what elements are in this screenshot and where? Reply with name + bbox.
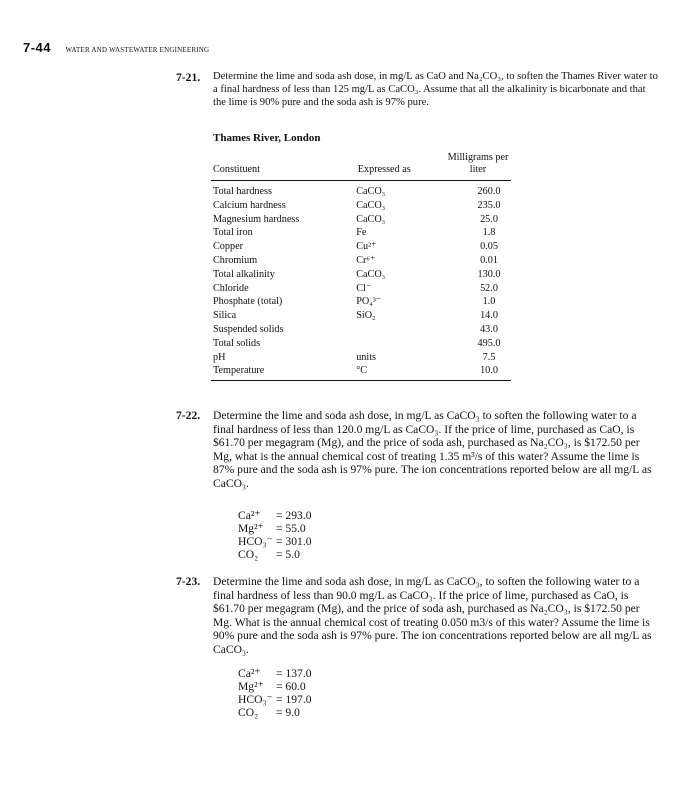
constituent-cell: Chromium xyxy=(213,254,258,266)
ion-row: HCO₃⁻ = 301.0 xyxy=(238,535,312,548)
expressed-as-cell: CaCO₃ xyxy=(356,199,386,211)
value-cell: 260.0 xyxy=(477,186,501,197)
column-header: Milligrams per liter xyxy=(438,152,511,181)
problem-7-23 xyxy=(176,575,658,657)
table-row xyxy=(211,226,511,240)
column-header: Expressed as xyxy=(332,152,438,181)
problem-7-21 xyxy=(176,71,658,109)
table-row xyxy=(211,268,511,282)
table-row xyxy=(211,295,511,309)
table-row xyxy=(211,213,511,227)
constituent-cell: Total solids xyxy=(213,337,261,349)
value-cell: 1.0 xyxy=(482,296,496,308)
expressed-as-cell: Cl⁻ xyxy=(356,282,372,294)
constituent-cell: Temperature xyxy=(211,364,332,380)
column-header: Constituent xyxy=(211,152,332,181)
ion-row: Ca²⁺ = 137.0 xyxy=(238,667,312,680)
table-row xyxy=(211,323,511,337)
expressed-as-cell: Cu²⁺ xyxy=(356,241,377,253)
table-row xyxy=(211,282,511,296)
value-cell: 25.0 xyxy=(480,213,498,225)
value-cell: 0.01 xyxy=(480,254,498,266)
expressed-as-cell: CaCO₃ xyxy=(356,186,386,197)
value-cell: 235.0 xyxy=(477,199,501,211)
value-cell: 10.0 xyxy=(438,364,511,380)
table-row xyxy=(211,240,511,254)
problem-text: Determine the lime and soda ash dose, in mg/L as CaCO₃, to soften the following water to a final hardness of less than 90.0 mg/L as CaCO₃. If the price of lime, purchased as CaO, is $61.70 per megagram (Mg), and the price of soda ash, purchased as Na₂CO₃, is $172.50 per Mg. What is the annual chemical cost of treating 0.050 m3/s of this water? Assume the lime is 90% pure and the soda ash is 97% pure. The ion concentrations reported below are all mg/L as CaCO₃. xyxy=(213,575,652,656)
ion-row: HCO₃⁻ = 197.0 xyxy=(238,693,312,706)
table-row xyxy=(211,181,511,199)
ion-row: Mg²⁺ = 60.0 xyxy=(238,680,306,693)
table-title: Thames River, London xyxy=(213,132,321,144)
table-row xyxy=(211,364,511,380)
constituent-cell: Calcium hardness xyxy=(213,199,286,211)
ion-row: CO₂ = 5.0 xyxy=(238,548,300,561)
ion-list-7-22 xyxy=(238,509,312,561)
expressed-as-cell: units xyxy=(356,351,377,363)
ion-row: CO₂ = 9.0 xyxy=(238,706,300,719)
expressed-as-cell: PO₄³⁻ xyxy=(356,296,382,308)
expressed-as-cell: °C xyxy=(332,364,438,380)
value-cell: 495.0 xyxy=(477,337,501,349)
problem-number: 7-22. xyxy=(176,409,201,422)
problem-7-22 xyxy=(176,409,658,491)
table-row xyxy=(211,254,511,268)
expressed-as-cell xyxy=(332,337,438,351)
constituent-cell: Chloride xyxy=(213,282,249,294)
problem-text: Determine the lime and soda ash dose, in mg/L as CaO and Na₂CO₃, to soften the Thames River water to a final hardness of less than 125 mg/L as CaCO₃. Assume that all the alkalinity is bicarbonate and that the lime is 90% pure and the soda ash is 97% pure. xyxy=(213,71,658,108)
constituent-cell: Total hardness xyxy=(213,186,272,197)
value-cell: 52.0 xyxy=(480,282,498,294)
table-row xyxy=(211,309,511,323)
ion-list-7-23 xyxy=(238,667,312,719)
constituent-cell: Magnesium hardness xyxy=(213,213,300,225)
running-title: WATER AND WASTEWATER ENGINEERING xyxy=(65,46,210,54)
constituent-table xyxy=(211,152,511,381)
problem-number: 7-23. xyxy=(176,575,201,588)
value-cell: 130.0 xyxy=(477,268,501,280)
value-cell: 1.8 xyxy=(482,227,496,239)
expressed-as-cell: CaCO₃ xyxy=(356,268,386,280)
constituent-cell: pH xyxy=(213,351,226,363)
expressed-as-cell: Fe xyxy=(356,227,367,239)
table-row xyxy=(211,199,511,213)
table-row xyxy=(211,337,511,351)
expressed-as-cell: SiO₂ xyxy=(356,310,376,322)
table-row xyxy=(211,351,511,365)
page-number: 7-44 xyxy=(23,40,52,55)
value-cell: 14.0 xyxy=(480,310,498,322)
problem-number: 7-21. xyxy=(176,71,201,84)
constituent-cell: Silica xyxy=(213,310,237,322)
constituent-cell: Phosphate (total) xyxy=(213,296,283,308)
ion-row: Mg²⁺ = 55.0 xyxy=(238,522,306,535)
problem-text: Determine the lime and soda ash dose, in mg/L as CaCO₃ to soften the following water to a final hardness of less than 120.0 mg/L as CaCO₃. If the price of lime, purchased as CaO, is $61.70 per megagram (Mg), and the price of soda ash, purchased as Na₂CO₃, is $172.50 per Mg, what is the annual chemical cost of treating 1.35 m³/s of this water? Assume the lime is 87% pure and the soda ash is 97% pure. The ion concentrations reported below are all mg/L as CaCO₃. xyxy=(213,409,652,490)
constituent-cell: Total iron xyxy=(213,227,253,239)
value-cell: 7.5 xyxy=(482,351,496,363)
constituent-cell: Copper xyxy=(213,241,243,253)
value-cell: 43.0 xyxy=(480,323,498,335)
expressed-as-cell xyxy=(332,323,438,337)
page-header xyxy=(23,40,209,55)
constituent-cell: Total alkalinity xyxy=(213,268,275,280)
constituent-cell: Suspended solids xyxy=(213,323,284,335)
expressed-as-cell: Cr⁶⁺ xyxy=(356,254,376,266)
value-cell: 0.05 xyxy=(480,241,498,253)
expressed-as-cell: CaCO₃ xyxy=(356,213,386,225)
ion-row: Ca²⁺ = 293.0 xyxy=(238,509,312,522)
